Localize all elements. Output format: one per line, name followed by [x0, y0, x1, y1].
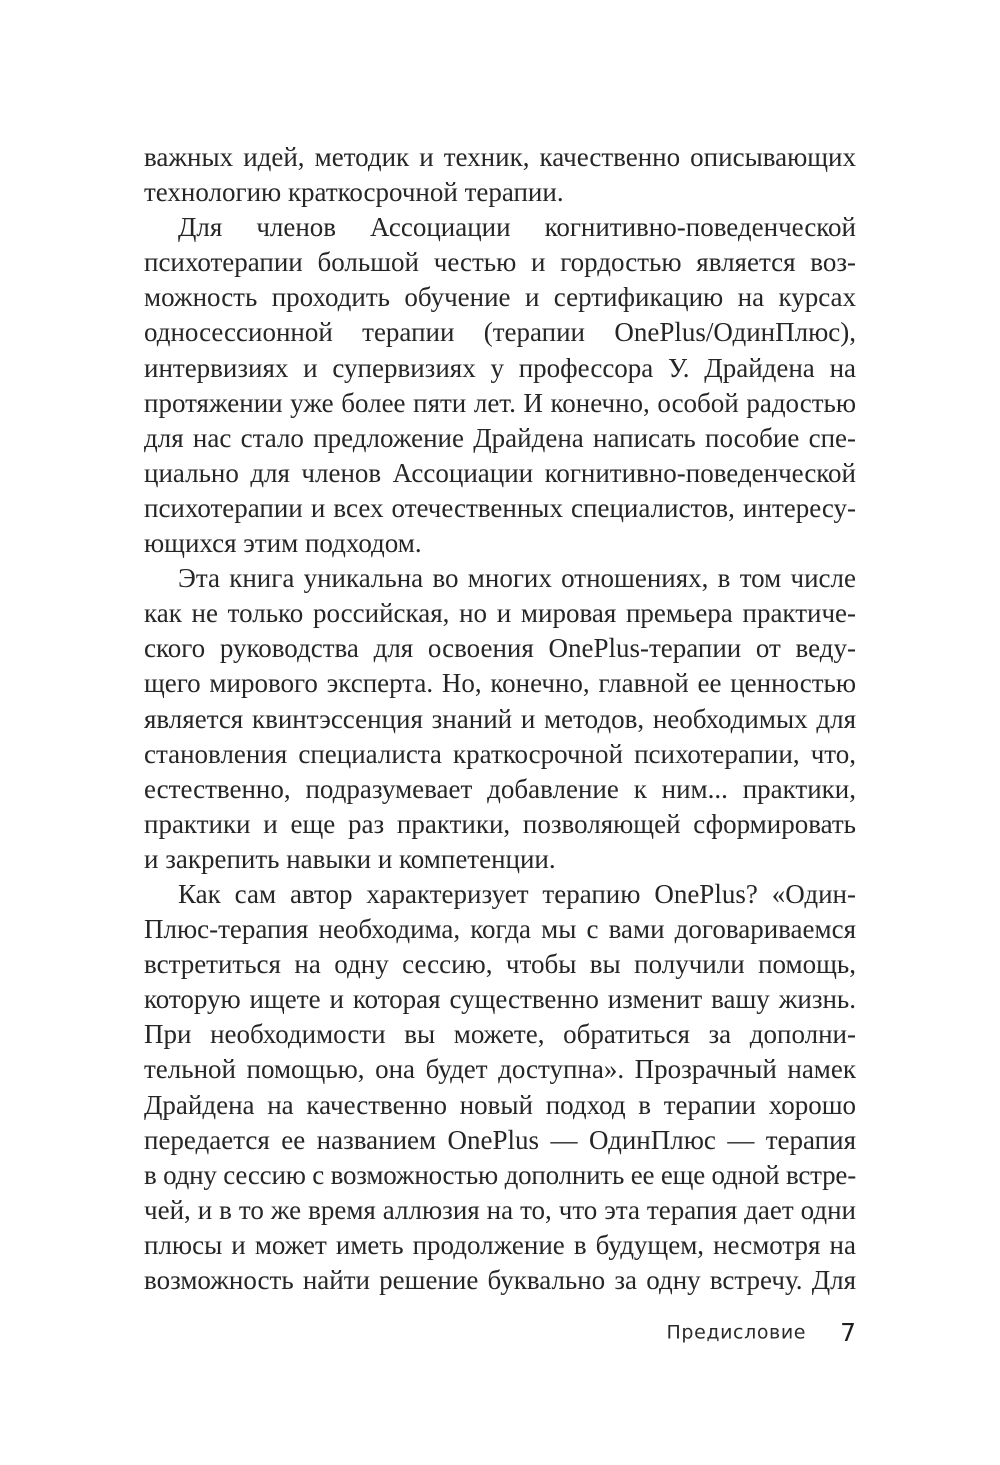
- text-line: в одну сессию с возможностью дополнить ее еще одной встре-: [144, 1159, 856, 1190]
- text-line: ющихся этим подходом.: [144, 528, 422, 559]
- page-footer: [0, 1318, 856, 1358]
- text-line: возможность найти решение буквально за одну встречу. Для: [144, 1265, 856, 1295]
- text-line: технологию краткосрочной терапии.: [144, 177, 564, 208]
- text-line: важных идей, методик и техник, качественно описывающих: [144, 142, 856, 172]
- text-line: При необходимости вы можете, обратиться за дополни-: [144, 1019, 856, 1050]
- text-line: для нас стало предложение Драйдена написать пособие спе-: [144, 422, 856, 453]
- text-line: становления специалиста краткосрочной психотерапии, что,: [144, 738, 856, 769]
- text-line: односессионной терапии (терапии OnePlus/ОдинПлюс),: [144, 317, 856, 348]
- text-line: интервизиях и супервизиях у профессора У. Драйдена на: [144, 352, 856, 383]
- paragraph-first-line: Как сам автор характеризует терапию OnePlus? «Один-: [178, 878, 856, 909]
- text-line: как не только российская, но и мировая премьера практиче-: [144, 598, 856, 629]
- text-line: и закрепить навыки и компетенции.: [144, 843, 556, 874]
- text-line: циально для членов Ассоциации когнитивно-поведенческой: [144, 457, 856, 488]
- text-line: является квинтэссенция знаний и методов, необходимых для: [144, 703, 856, 734]
- text-line: ского руководства для освоения OnePlus-терапии от веду-: [144, 633, 856, 664]
- text-line: протяжении уже более пяти лет. И конечно, особой радостью: [144, 387, 856, 418]
- page-number: 7: [840, 1318, 856, 1347]
- text-line: чей, и в то же время аллюзия на то, что эта терапия дает одни: [144, 1194, 856, 1225]
- text-line: передается ее названием OnePlus — ОдинПлюс — терапия: [144, 1124, 856, 1155]
- paragraph-first-line: Для членов Ассоциации когнитивно-поведенческой: [178, 212, 856, 243]
- text-line: психотерапии большой честью и гордостью является воз-: [144, 247, 856, 278]
- text-line: встретиться на одну сессию, чтобы вы получили помощь,: [144, 949, 856, 980]
- text-line: которую ищете и которая существенно изменит вашу жизнь.: [144, 984, 856, 1015]
- text-line: тельной помощью, она будет доступна». Прозрачный намек: [144, 1054, 856, 1085]
- text-line: естественно, подразумевает добавление к ним... практики,: [144, 773, 856, 804]
- text-line: плюсы и может иметь продолжение в будущем, несмотря на: [144, 1229, 856, 1260]
- text-line: психотерапии и всех отечественных специалистов, интересу-: [144, 492, 856, 523]
- paragraph-first-line: Эта книга уникальна во многих отношениях, в том числе: [178, 563, 856, 594]
- running-title: Предисловие: [666, 1321, 807, 1344]
- body-text: [144, 140, 856, 1298]
- text-line: практики и еще раз практики, позволяющей сформировать: [144, 808, 856, 839]
- text-line: можность проходить обучение и сертификацию на курсах: [144, 282, 856, 313]
- text-line: Драйдена на качественно новый подход в терапии хорошо: [144, 1089, 856, 1120]
- text-line: щего мирового эксперта. Но, конечно, главной ее ценностью: [144, 668, 856, 699]
- text-line: Плюс-терапия необходима, когда мы с вами договариваемся: [144, 914, 856, 945]
